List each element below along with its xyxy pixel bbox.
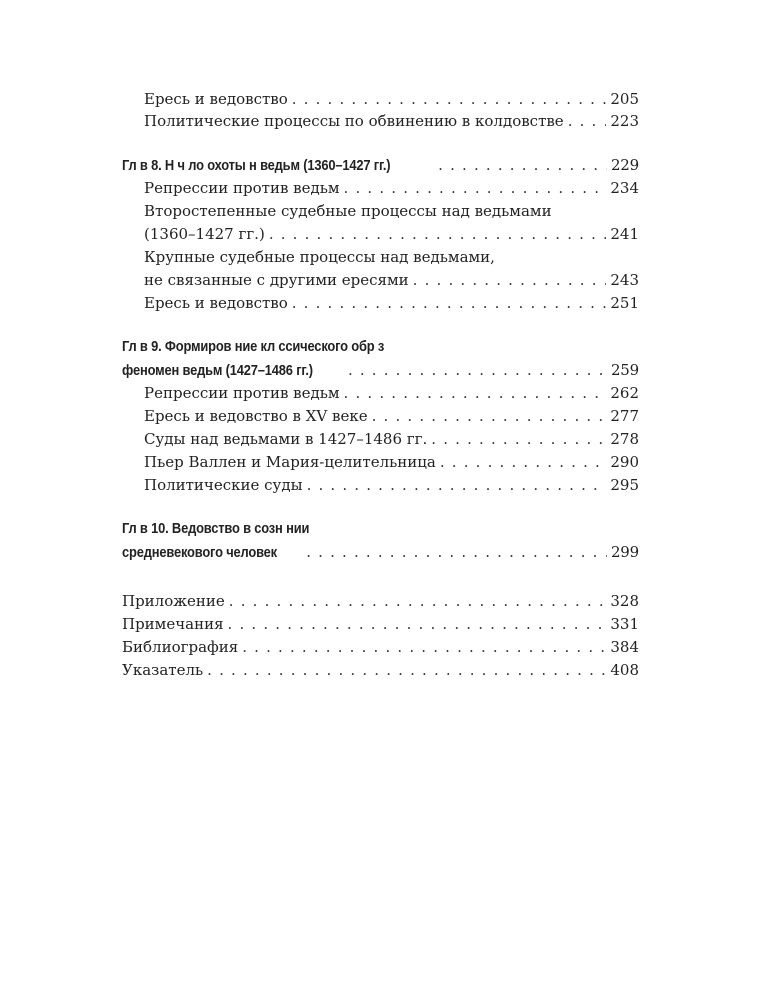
toc-entry-title: Указатель <box>122 661 204 679</box>
toc-entry[interactable] <box>144 292 639 314</box>
toc-entry-title: Второстепенные судебные процессы над ведьмами <box>144 202 552 220</box>
toc-page-number: 331 <box>610 615 639 633</box>
leader-dots <box>228 613 607 635</box>
toc-entry[interactable] <box>144 88 639 110</box>
toc-page-number: 205 <box>610 90 639 108</box>
toc-entry[interactable] <box>122 636 639 658</box>
toc-entry[interactable] <box>144 110 639 132</box>
toc-page-number: 384 <box>610 638 639 656</box>
toc-entry[interactable] <box>144 474 639 496</box>
chapter-title: Гл в 10. Ведовство в созн нии <box>122 520 310 537</box>
leader-dots <box>292 292 607 314</box>
leader-dots <box>568 110 607 132</box>
toc-page-number: 299 <box>610 543 639 561</box>
toc-page-number: 328 <box>610 592 639 610</box>
toc-entry[interactable] <box>144 451 639 473</box>
toc-page-number: 241 <box>610 225 639 243</box>
toc-page-number: 408 <box>610 661 639 679</box>
chapter-title: Гл в 8. Н ч ло охоты н ведьм (1360–1427 гг.) <box>122 157 391 174</box>
toc-page-number: 290 <box>610 453 639 471</box>
toc-entry-title: Политические процессы по обвинению в колдовстве <box>144 112 564 130</box>
toc-entry-title: Ересь и ведовство <box>144 294 288 312</box>
toc-entry-title: не связанные с другими ересями <box>144 271 409 289</box>
toc-entry[interactable] <box>144 382 639 404</box>
toc-page-number: 243 <box>610 271 639 289</box>
toc-entry[interactable] <box>144 223 639 245</box>
toc-page-number: 234 <box>610 179 639 197</box>
toc-entry[interactable] <box>122 659 639 681</box>
leader-dots <box>440 451 606 473</box>
leader-dots <box>344 382 607 404</box>
toc-entry[interactable] <box>144 428 639 450</box>
leader-dots <box>307 474 607 496</box>
toc-entry-title: Суды над ведьмами в 1427–1486 гг. <box>144 430 428 448</box>
toc-entry-title: Ересь и ведовство <box>144 90 288 108</box>
leader-dots <box>242 636 606 658</box>
toc-page-number: 259 <box>610 361 639 379</box>
leader-dots <box>306 541 607 563</box>
toc-entry[interactable] <box>144 269 639 291</box>
leader-dots <box>292 88 607 110</box>
leader-dots <box>344 177 607 199</box>
toc-chapter-entry[interactable] <box>122 359 639 381</box>
leader-dots <box>438 154 607 176</box>
toc-entry-title: Репрессии против ведьм <box>144 179 340 197</box>
toc-chapter-entry-line1[interactable] <box>122 518 639 540</box>
toc-page-number: 295 <box>610 476 639 494</box>
toc-entry-title: Репрессии против ведьм <box>144 384 340 402</box>
leader-dots <box>431 428 606 450</box>
toc-entry[interactable] <box>122 613 639 635</box>
chapter-title: средневекового человек <box>122 544 277 561</box>
toc-page-number: 278 <box>610 430 639 448</box>
toc-entry-title: Ересь и ведовство в XV веке <box>144 407 368 425</box>
toc-page-number: 229 <box>610 156 639 174</box>
toc-entry-line1[interactable] <box>144 200 639 222</box>
toc-page-number: 223 <box>610 112 639 130</box>
toc-entry-title: Политические суды <box>144 476 303 494</box>
leader-dots <box>372 405 607 427</box>
toc-entry-title: Приложение <box>122 592 225 610</box>
toc-entry[interactable] <box>122 590 639 612</box>
toc-chapter-entry-line1[interactable] <box>122 336 639 358</box>
leader-dots <box>269 223 607 245</box>
leader-dots <box>413 269 607 291</box>
toc-entry-title: Библиография <box>122 638 239 656</box>
toc-entry-title: Примечания <box>122 615 224 633</box>
toc-entry[interactable] <box>144 405 639 427</box>
toc-entry[interactable] <box>144 177 639 199</box>
toc-page-number: 277 <box>610 407 639 425</box>
toc-page-number: 251 <box>610 294 639 312</box>
toc-entry-title: Пьер Валлен и Мария-целительница <box>144 453 436 471</box>
toc-entry-title: (1360–1427 гг.) <box>144 225 265 243</box>
toc-page-number: 262 <box>610 384 639 402</box>
leader-dots <box>229 590 607 612</box>
leader-dots <box>207 659 606 681</box>
toc-entry-line1[interactable] <box>144 246 639 268</box>
toc-entry-title: Крупные судебные процессы над ведьмами, <box>144 248 495 266</box>
leader-dots <box>348 359 607 381</box>
chapter-title: Гл в 9. Формиров ние кл ссического обр з <box>122 338 385 355</box>
toc-chapter-entry[interactable] <box>122 154 639 176</box>
chapter-title: феномен ведьм (1427–1486 гг.) <box>122 362 313 379</box>
toc-chapter-entry[interactable] <box>122 541 639 563</box>
